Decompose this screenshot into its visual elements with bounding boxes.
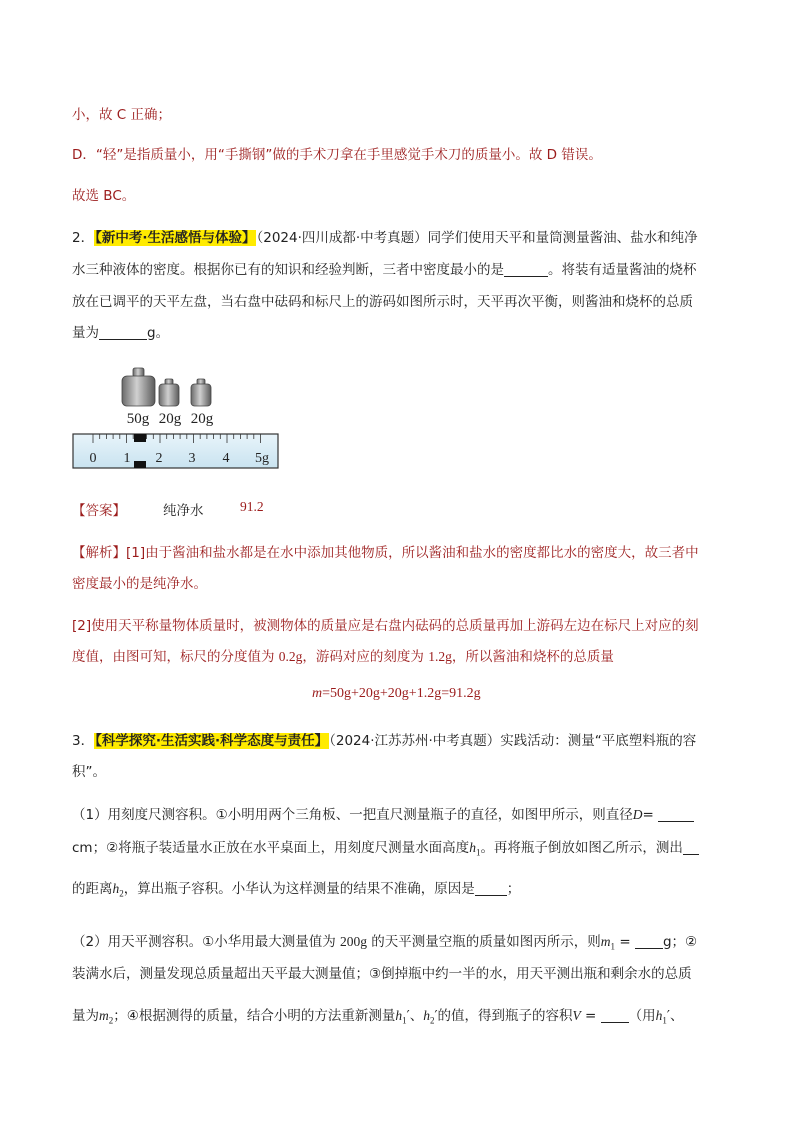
q3-blank-volume <box>601 1008 629 1023</box>
weight-50g-icon <box>122 368 155 406</box>
q3-blank-reason <box>475 881 507 896</box>
q2-tag: 【新中考·生活感悟与体验】 <box>95 230 256 246</box>
explanation-line-1: 【解析】[1]由于酱油和盐水都是在水中添加其他物质，所以酱油和盐水的密度都比水的密度大，故三者中 <box>72 545 699 561</box>
weight-label: 20g <box>158 411 182 427</box>
weight-20g-icon <box>159 379 179 406</box>
prev-line-2: D．“轻”是指质量小，用“手撕钢”做的手术刀拿在手里感觉手术刀的质量小。故 D 错误。 <box>72 147 602 163</box>
q2-blank-1 <box>504 262 548 277</box>
q3-part2-line-3: 量为$m_2$；④根据测得的质量，结合小明的方法重新测量$h_1'$、$h_2'$的值，得到瓶子的容积V = （用$h_1'$、 <box>72 1008 684 1026</box>
q3-part2-line-2: 装满水后，测量发现总质量超出天平最大测量值；③倒掉瓶中约一半的水，用天平测出瓶和剩余水的总质 <box>72 966 692 982</box>
q2-number: 2． <box>72 230 95 246</box>
q2-source: （2024·四川成都·中考真题）同学们使用天平和量筒测量酱油、盐水和纯净 <box>256 230 698 246</box>
explanation-line-3: [2]使用天平称量物体质量时，被测物体的质量应是右盘内砝码的总质量再加上游码左边在标尺上对应的刻 <box>72 618 699 634</box>
q3-source: （2024·江苏苏州·中考真题）实践活动：测量“平底塑料瓶的容 <box>329 733 697 749</box>
scale-tick-label: 0 <box>89 451 97 466</box>
q2-line-2: 水三种液体的密度。根据你已有的知识和经验判断，三者中密度最小的是 。将装有适量酱油的烧杯 <box>72 262 697 278</box>
weight-label: 20g <box>190 411 214 427</box>
scale-ruler <box>73 434 278 468</box>
q2-line-3: 放在已调平的天平左盘，当右盘中砝码和标尺上的游码如图所示时，天平再次平衡，则酱油和烧杯的总质 <box>72 294 693 310</box>
q3-part1-line-1: （1）用刻度尺测容积。①小明用两个三角板、一把直尺测量瓶子的直径，如图甲所示，则直径D= <box>72 803 694 823</box>
q3-part2-line-1: （2）用天平测容积。①小华用最大测量值为 200g 的天平测量空瓶的质量如图丙所示，则$m_1 = g$；② <box>72 934 698 952</box>
prev-line-1: 小，故 C 正确； <box>72 107 172 123</box>
prev-line-3: 故选 BC。 <box>72 188 136 204</box>
explanation-line-2: 密度最小的是纯净水。 <box>72 576 207 592</box>
answer-label: 【答案】 <box>72 503 126 519</box>
q3-line-1 <box>72 729 696 749</box>
q2-line-1 <box>72 226 698 246</box>
q3-tag: 【科学探究·生活实践·科学态度与责任】 <box>95 733 329 749</box>
scale-tick-label: 1 <box>123 451 131 466</box>
rider <box>134 434 146 442</box>
q2-blank-2 <box>99 325 147 340</box>
q3-blank-short <box>683 840 699 855</box>
q3-part1-line-3: 的距离$h_2$，算出瓶子容积。小华认为这样测量的结果不准确，原因是 ； <box>72 881 521 899</box>
q3-part1-line-2: cm；②将瓶子装适量水正放在水平桌面上，用刻度尺测量水面高度$h_1$。再将瓶子倒放如图乙所示，测出 <box>72 836 699 858</box>
balance-figure <box>70 366 282 472</box>
explanation-line-4: 度值，由图可知，标尺的分度值为 0.2g，游码对应的刻度为 1.2g，所以酱油和烧杯的总质量 <box>72 649 614 665</box>
q3-number: 3． <box>72 733 95 749</box>
scale-tick-label: 2 <box>155 451 163 466</box>
q3-line-2: 积”。 <box>72 764 106 780</box>
scale-tick-label: 4 <box>222 451 230 466</box>
answer-1: 纯净水 <box>163 503 204 519</box>
equation: m=50g+20g+20g+1.2g=91.2g <box>312 686 481 701</box>
q2-line-4: 量为 g。 <box>72 325 170 341</box>
q3-blank-diameter <box>658 807 694 822</box>
explanation-label: 【解析】 <box>72 545 126 561</box>
answer-2: 91.2 <box>240 499 264 514</box>
weight-20g-icon <box>191 379 211 406</box>
scale-tick-label: 3 <box>188 451 196 466</box>
q3-blank-m1 <box>635 934 663 949</box>
scale-tick-label: 5g <box>255 451 269 466</box>
weight-label: 50g <box>126 411 150 427</box>
